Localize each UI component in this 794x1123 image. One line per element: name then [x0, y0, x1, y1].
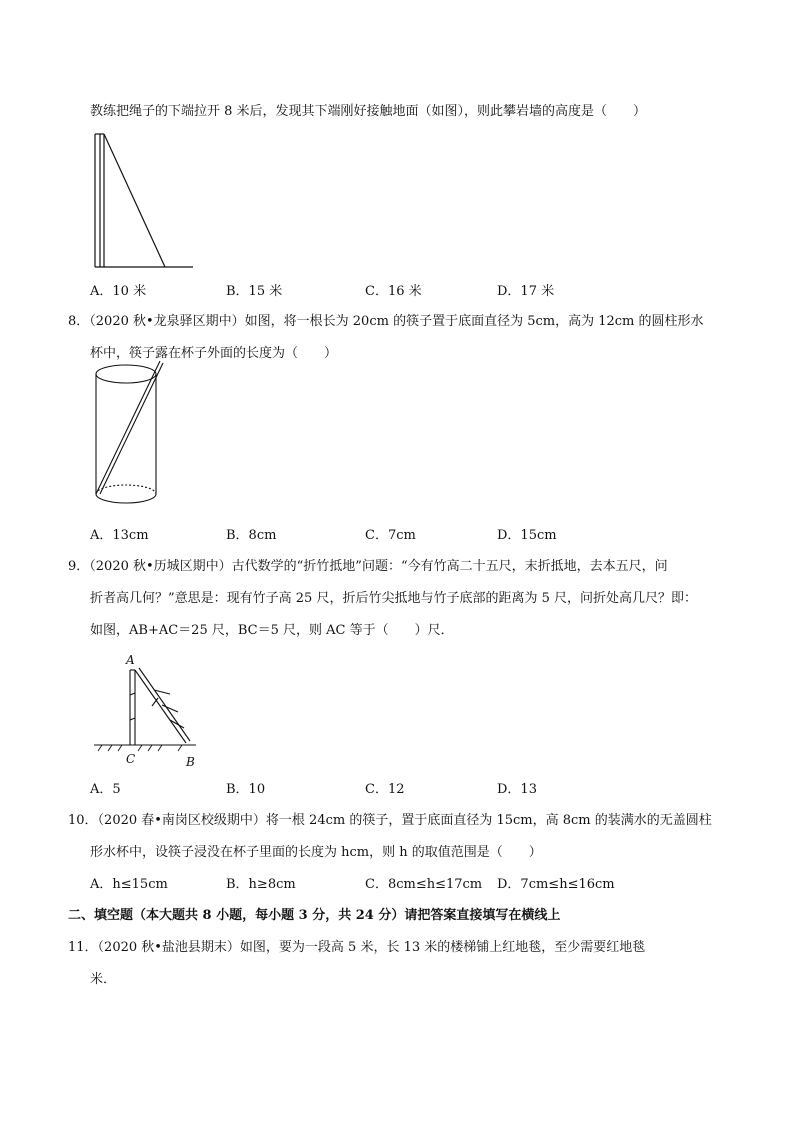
- q9-ground-hatch: [98, 745, 182, 751]
- q7-option-c[interactable]: C．16 米: [365, 284, 422, 299]
- q9-option-d[interactable]: D．13: [497, 782, 537, 797]
- q10-line-2: 形水杯中，设筷子浸没在杯子里面的长度为 hcm，则 h 的取值范围是（ ）: [90, 845, 542, 860]
- q10-option-a[interactable]: A．h≤15cm: [90, 877, 168, 892]
- q7-option-d[interactable]: D．17 米: [497, 284, 555, 299]
- q10-line-1: 10．（2020 春•南岗区校级期中）将一根 24cm 的筷子，置于底面直径为 15cm，高 8cm 的装满水的无盖圆柱: [68, 813, 712, 828]
- q8-cylinder-chopstick-figure: [88, 356, 168, 512]
- q9-label-a: A: [126, 653, 135, 667]
- q9-option-c[interactable]: C．12: [365, 782, 405, 797]
- q8-option-a[interactable]: A．13cm: [90, 528, 149, 543]
- q9-label-c: C: [126, 752, 136, 766]
- q7-option-a[interactable]: A．10 米: [90, 284, 147, 299]
- q7-option-b[interactable]: B．15 米: [226, 284, 283, 299]
- q9-broken-top-2: [139, 668, 190, 741]
- q11-line-1: 11．（2020 秋•盐池县期末）如图，要为一段高 5 米，长 13 米的楼梯铺上红地毯，至少需要红地毯: [68, 940, 646, 955]
- q10-option-d[interactable]: D．7cm≤h≤16cm: [497, 877, 615, 892]
- q7-text: 教练把绳子的下端拉开 8 米后，发现其下端刚好接触地面（如图），则此攀岩墙的高度是（ ）: [90, 104, 647, 119]
- q10-option-b[interactable]: B．h≥8cm: [226, 877, 296, 892]
- q8-option-d[interactable]: D．15cm: [497, 528, 557, 543]
- q8-cylinder-bottom-front: [96, 494, 156, 503]
- q9-option-a[interactable]: A．5: [90, 782, 121, 797]
- q10-option-c[interactable]: C．8cm≤h≤17cm: [365, 877, 483, 892]
- q8-cylinder-bottom-back: [96, 485, 156, 494]
- q8-line-2: 杯中，筷子露在杯子外面的长度为（ ）: [90, 346, 338, 361]
- q8-option-c[interactable]: C．7cm: [365, 528, 416, 543]
- q8-option-b[interactable]: B．8cm: [226, 528, 277, 543]
- q9-line-3: 如图，AB+AC＝25 尺，BC＝5 尺，则 AC 等于（ ）尺．: [90, 623, 454, 638]
- q9-option-b[interactable]: B．10: [226, 782, 266, 797]
- q9-broken-top-1: [135, 670, 186, 743]
- q7-rope: [104, 134, 165, 267]
- q8-cylinder-top: [96, 365, 156, 383]
- q7-climbing-wall-figure: [90, 130, 200, 272]
- q9-label-b: B: [186, 755, 195, 769]
- q9-line-1: 9．（2020 秋•历城区期中）古代数学的“折竹抵地”问题：“今有竹高二十五尺，末折抵地，去本五尺，问: [68, 559, 668, 574]
- q11-line-2: 米．: [90, 972, 117, 987]
- q9-line-2: 折者高几何？”意思是：现有竹子高 25 尺，折后竹尖抵地与竹子底部的距离为 5 尺，问折处高几尺？即：: [90, 591, 697, 606]
- section-2-heading: 二、填空题（本大题共 8 小题，每小题 3 分，共 24 分）请把答案直接填写在横线上: [68, 908, 561, 923]
- q9-bamboo-figure: [92, 650, 202, 770]
- q8-line-1: 8．（2020 秋•龙泉驿区期中）如图，将一根长为 20cm 的筷子置于底面直径为 5cm，高为 12cm 的圆柱形水: [68, 314, 704, 329]
